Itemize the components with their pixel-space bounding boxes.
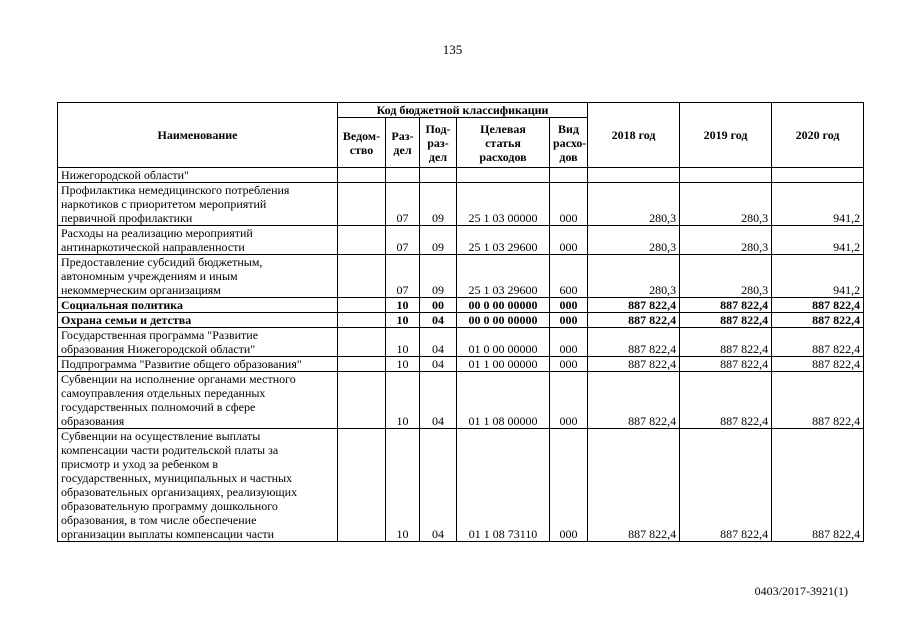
table-row [58,429,864,542]
cell-name: Субвенции на исполнение органами местного самоуправления отдельных переданных государственных полномочий в сфере образования [58,372,338,429]
cell-vid: 000 [550,429,588,542]
cell-podrazdel: 09 [420,255,457,298]
cell-vid: 000 [550,328,588,357]
cell-ved [338,328,386,357]
header-2020: 2020 год [772,103,864,168]
cell-y2019: 280,3 [680,226,772,255]
header-podrazdel: Под- раз- дел [420,118,457,168]
header-2018: 2018 год [588,103,680,168]
cell-y2018: 280,3 [588,183,680,226]
cell-razdel: 07 [386,183,420,226]
cell-y2018: 280,3 [588,255,680,298]
cell-vid: 000 [550,372,588,429]
cell-y2020: 887 822,4 [772,429,864,542]
header-2019: 2019 год [680,103,772,168]
cell-ved [338,298,386,313]
cell-podrazdel: 04 [420,328,457,357]
cell-y2018 [588,168,680,183]
table-row [58,168,864,183]
cell-vid [550,168,588,183]
cell-y2019: 280,3 [680,183,772,226]
cell-csr [457,168,550,183]
cell-y2018: 887 822,4 [588,298,680,313]
table-row [58,226,864,255]
cell-ved [338,183,386,226]
cell-razdel: 10 [386,429,420,542]
cell-name: Социальная политика [58,298,338,313]
cell-y2019: 887 822,4 [680,328,772,357]
page-number: 135 [442,42,463,57]
cell-name: Профилактика немедицинского потребления наркотиков с приоритетом мероприятий первичной профилактики [58,183,338,226]
cell-y2018: 887 822,4 [588,429,680,542]
cell-vid: 000 [550,357,588,372]
cell-vid: 600 [550,255,588,298]
cell-y2020: 887 822,4 [772,313,864,328]
cell-y2020: 887 822,4 [772,328,864,357]
cell-name: Охрана семьи и детства [58,313,338,328]
cell-y2020: 887 822,4 [772,357,864,372]
cell-y2018: 280,3 [588,226,680,255]
header-csr: Целевая статья расходов [457,118,550,168]
cell-razdel: 10 [386,372,420,429]
cell-podrazdel [420,168,457,183]
cell-y2019 [680,168,772,183]
cell-csr: 01 0 00 00000 [457,328,550,357]
cell-name: Государственная программа "Развитие образования Нижегородской области" [58,328,338,357]
cell-ved [338,357,386,372]
cell-y2018: 887 822,4 [588,328,680,357]
cell-y2019: 887 822,4 [680,372,772,429]
table-row [58,328,864,357]
table-row [58,372,864,429]
cell-razdel: 10 [386,328,420,357]
cell-csr: 25 1 03 00000 [457,183,550,226]
header-name: Наименование [58,103,338,168]
cell-ved [338,255,386,298]
cell-podrazdel: 00 [420,298,457,313]
table-row [58,255,864,298]
cell-ved [338,168,386,183]
cell-y2020: 941,2 [772,183,864,226]
cell-y2020: 941,2 [772,226,864,255]
cell-y2020 [772,168,864,183]
budget-table [57,102,864,542]
cell-y2018: 887 822,4 [588,313,680,328]
cell-razdel: 10 [386,313,420,328]
cell-razdel: 07 [386,255,420,298]
cell-y2019: 887 822,4 [680,298,772,313]
cell-vid: 000 [550,298,588,313]
table-row [58,313,864,328]
cell-csr: 00 0 00 00000 [457,298,550,313]
cell-csr: 01 1 08 00000 [457,372,550,429]
cell-ved [338,372,386,429]
header-vid: Вид расхо- дов [550,118,588,168]
cell-y2018: 887 822,4 [588,357,680,372]
header-razdel: Раз- дел [386,118,420,168]
cell-y2020: 887 822,4 [772,298,864,313]
cell-podrazdel: 04 [420,357,457,372]
cell-name: Расходы на реализацию мероприятий антинаркотической направленности [58,226,338,255]
table-row [58,298,864,313]
document-code: 0403/2017-3921(1) [754,584,848,598]
cell-razdel: 10 [386,357,420,372]
cell-y2020: 941,2 [772,255,864,298]
cell-csr: 25 1 03 29600 [457,226,550,255]
cell-csr: 01 1 08 73110 [457,429,550,542]
cell-razdel: 10 [386,298,420,313]
cell-ved [338,226,386,255]
cell-y2020: 887 822,4 [772,372,864,429]
cell-razdel [386,168,420,183]
cell-y2019: 887 822,4 [680,313,772,328]
cell-ved [338,429,386,542]
header-code-group: Код бюджетной классификации [338,103,588,118]
cell-podrazdel: 04 [420,372,457,429]
cell-csr: 00 0 00 00000 [457,313,550,328]
cell-name: Нижегородской области" [58,168,338,183]
cell-y2018: 887 822,4 [588,372,680,429]
cell-csr: 25 1 03 29600 [457,255,550,298]
cell-podrazdel: 09 [420,226,457,255]
header-ved: Ведом- ство [338,118,386,168]
cell-name: Субвенции на осуществление выплаты компенсации части родительской платы за присмотр и уход за ребенком в государственных, муниципальных и частных образовательных организациях, реализующих образовательную программу дошкольного образования, в том числе обеспечение организации выплаты компенсации части [58,429,338,542]
cell-vid: 000 [550,313,588,328]
cell-podrazdel: 04 [420,429,457,542]
cell-name: Подпрограмма "Развитие общего образования" [58,357,338,372]
table-row [58,357,864,372]
cell-y2019: 887 822,4 [680,429,772,542]
cell-ved [338,313,386,328]
cell-vid: 000 [550,226,588,255]
cell-vid: 000 [550,183,588,226]
cell-podrazdel: 09 [420,183,457,226]
cell-y2019: 887 822,4 [680,357,772,372]
cell-razdel: 07 [386,226,420,255]
cell-name: Предоставление субсидий бюджетным, автономным учреждениям и иным некоммерческим организациям [58,255,338,298]
cell-csr: 01 1 00 00000 [457,357,550,372]
cell-podrazdel: 04 [420,313,457,328]
table-row [58,183,864,226]
cell-y2019: 280,3 [680,255,772,298]
